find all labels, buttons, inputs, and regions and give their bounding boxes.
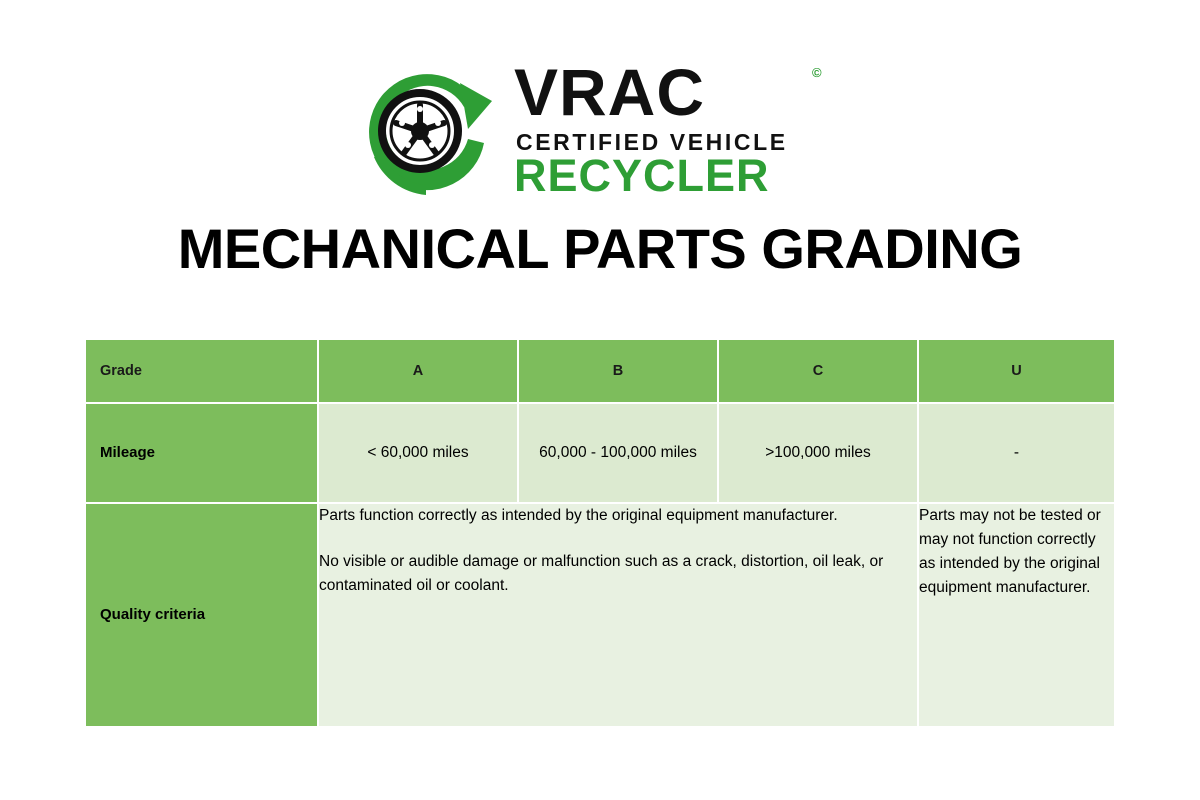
quality-paragraph-1: Parts function correctly as intended by the original equipment manufacturer.: [319, 507, 838, 524]
table-header-b: B: [518, 340, 718, 403]
copyright-icon: ©: [812, 65, 822, 80]
quality-paragraph-2: No visible or audible damage or malfunction such as a crack, distortion, oil leak, or contaminated oil or coolant.: [319, 553, 884, 595]
logo-inner: [356, 55, 844, 201]
quality-criteria-abc: [318, 503, 918, 726]
table-header-row: [86, 340, 1114, 403]
wheel-recycle-arrow-logo-icon: [356, 57, 506, 197]
mileage-grade-u: -: [918, 403, 1114, 503]
logo-brand-text: VRAC: [514, 55, 706, 129]
quality-u-paragraph: Parts may not be tested or may not function correctly as intended by the original equipment manufacturer.: [919, 507, 1101, 597]
logo-tagline-recycler: RECYCLER: [514, 150, 770, 201]
mileage-grade-b: 60,000 - 100,000 miles: [518, 403, 718, 503]
logo-tagline-certified-vehicle: CERTIFIED VEHICLE: [516, 129, 788, 155]
mileage-grade-c: >100,000 miles: [718, 403, 918, 503]
row-label-mileage: Mileage: [86, 403, 318, 503]
table-header-c: C: [718, 340, 918, 403]
table-row-mileage: [86, 403, 1114, 503]
table-row-quality-criteria: [86, 503, 1114, 726]
row-label-quality-criteria: Quality criteria: [86, 503, 318, 726]
table-header-u: U: [918, 340, 1114, 403]
grading-table: [86, 340, 1114, 726]
logo-wordmark: [514, 55, 844, 201]
page-title: MECHANICAL PARTS GRADING: [177, 217, 1023, 280]
vrac-logo: [0, 52, 1200, 202]
quality-criteria-u: [918, 503, 1114, 726]
mileage-grade-a: < 60,000 miles: [318, 403, 518, 503]
table-header-a: A: [318, 340, 518, 403]
table-header-grade: Grade: [86, 340, 318, 403]
